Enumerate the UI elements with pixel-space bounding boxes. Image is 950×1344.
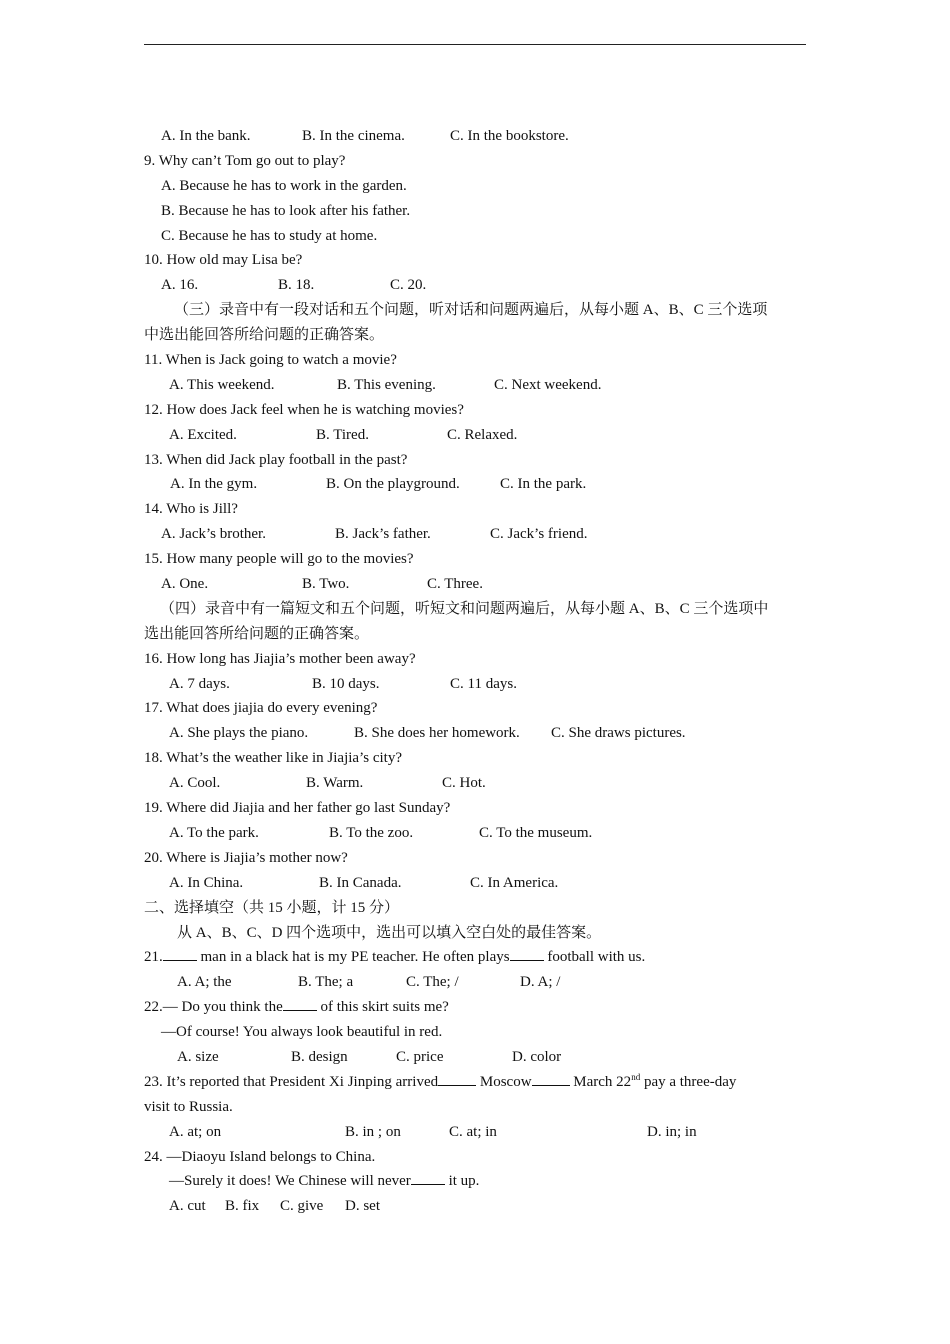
- option-b: B. 18.: [278, 277, 315, 294]
- option-a: A. 16.: [161, 277, 199, 294]
- option-d: D. in; in: [647, 1123, 697, 1140]
- option-a: A. In the gym.: [170, 476, 258, 493]
- question-text: football with us.: [543, 949, 646, 966]
- q20-options: [144, 871, 806, 896]
- q11-options: [144, 373, 806, 398]
- option-d: D. A; /: [520, 974, 561, 991]
- q21-options: [144, 970, 806, 995]
- q14-options: [144, 522, 806, 547]
- question-stem: 20. Where is Jiajia’s mother now?: [144, 849, 348, 866]
- question-stem: 19. Where did Jiajia and her father go last Sunday?: [144, 800, 451, 817]
- question-stem: 14. Who is Jill?: [144, 501, 238, 518]
- question-stem: 13. When did Jack play football in the past?: [144, 451, 408, 468]
- option-a: A. Because he has to work in the garden.: [161, 177, 407, 194]
- question-stem: 24. —Diaoyu Island belongs to China.: [144, 1148, 376, 1165]
- option-a: A. She plays the piano.: [169, 725, 309, 742]
- option-b: B. fix: [225, 1198, 260, 1215]
- question-stem: 10. How old may Lisa be?: [144, 252, 303, 269]
- option-c: C. give: [280, 1198, 324, 1215]
- option-b: B. The; a: [298, 974, 354, 991]
- option-c: C. Relaxed.: [447, 426, 518, 443]
- part-title: 二、选择填空（共 15 小题，计 15 分）: [144, 899, 400, 916]
- q8-options: [144, 124, 806, 149]
- section-instruction: （四）录音中有一篇短文和五个问题，听短文和问题两遍后，从每小题 A、B、C 三个选项中: [160, 600, 769, 617]
- option-c: C. The; /: [406, 974, 459, 991]
- option-c: C. Jack’s friend.: [490, 526, 588, 543]
- option-d: D. set: [345, 1198, 380, 1215]
- question-text: pay a three-day: [640, 1073, 737, 1090]
- option-b: B. In the cinema.: [302, 128, 405, 144]
- option-a: A. Excited.: [169, 426, 237, 443]
- option-c: C. She draws pictures.: [551, 725, 686, 742]
- option-c: C. 11 days.: [450, 675, 517, 692]
- q19-options: [144, 821, 806, 846]
- option-a: A. Jack’s brother.: [161, 526, 266, 543]
- option-b: B. In Canada.: [319, 874, 402, 891]
- question-text: 23. It’s reported that President Xi Jinping arrived: [144, 1073, 439, 1090]
- option-b: B. This evening.: [337, 376, 436, 393]
- section-instruction: 选出能回答所给问题的正确答案。: [144, 625, 370, 642]
- option-b: B. Because he has to look after his father.: [161, 202, 411, 219]
- option-c: C. Next weekend.: [494, 376, 602, 393]
- part-instruction: 从 A、B、C、D 四个选项中，选出可以填入空白处的最佳答案。: [177, 924, 602, 941]
- exam-page: [144, 124, 806, 1219]
- option-a: A. To the park.: [169, 824, 259, 841]
- option-a: A. In China.: [169, 874, 244, 891]
- option-b: B. Tired.: [316, 426, 369, 443]
- question-number: 21.: [144, 949, 163, 966]
- section-instruction: （三）录音中有一段对话和五个问题，听对话和问题两遍后，从每小题 A、B、C 三个选项: [174, 302, 768, 319]
- option-b: B. Jack’s father.: [335, 526, 431, 543]
- option-c: C. Hot.: [442, 775, 486, 792]
- option-d: D. color: [512, 1048, 562, 1065]
- option-c: C. To the museum.: [479, 824, 593, 841]
- q17-options: [144, 721, 806, 746]
- option-a: A. One.: [161, 576, 209, 593]
- answer-blank: [510, 945, 544, 961]
- q15-options: [144, 572, 806, 597]
- dialogue-reply: —Of course! You always look beautiful in red.: [161, 1024, 443, 1041]
- option-c: C. 20.: [390, 277, 427, 294]
- option-b: B. To the zoo.: [329, 824, 414, 841]
- option-c: C. In America.: [470, 874, 559, 891]
- option-b: B. in ; on: [345, 1123, 401, 1140]
- option-a: A. at; on: [169, 1123, 222, 1140]
- question-text: it up.: [444, 1173, 480, 1190]
- question-text: of this skirt suits me?: [316, 999, 449, 1016]
- option-a: A. This weekend.: [169, 376, 275, 393]
- question-stem: 15. How many people will go to the movies?: [144, 551, 414, 568]
- question-stem: 16. How long has Jiajia’s mother been away?: [144, 650, 416, 667]
- option-a: A. 7 days.: [169, 675, 230, 692]
- question-text: March 22: [569, 1073, 632, 1090]
- question-text: visit to Russia.: [144, 1098, 233, 1115]
- question-text: man in a black hat is my PE teacher. He often plays: [196, 949, 510, 966]
- q10-options: [144, 273, 806, 298]
- q18-options: [144, 771, 806, 796]
- question-text: 22.— Do you think the: [144, 999, 283, 1016]
- option-a: A. size: [177, 1048, 219, 1065]
- q22-options: [144, 1045, 806, 1070]
- ordinal-suffix: nd: [631, 1071, 641, 1082]
- q24-reply: [144, 1169, 806, 1194]
- q12-options: [144, 423, 806, 448]
- question-text: Moscow: [476, 1073, 532, 1090]
- q23-stem: [144, 1070, 806, 1095]
- option-b: B. Warm.: [306, 775, 364, 792]
- option-c: C. Because he has to study at home.: [161, 227, 378, 244]
- option-b: B. On the playground.: [326, 476, 460, 493]
- option-a: A. Cool.: [169, 775, 221, 792]
- option-c: C. Three.: [427, 576, 483, 593]
- answer-blank: [532, 1070, 570, 1086]
- answer-blank: [283, 995, 317, 1011]
- q21-stem: [144, 945, 806, 970]
- option-b: B. Two.: [302, 576, 350, 593]
- answer-blank: [163, 945, 197, 961]
- q23-options: [144, 1120, 806, 1145]
- question-stem: 18. What’s the weather like in Jiajia’s city?: [144, 750, 402, 767]
- q16-options: [144, 672, 806, 697]
- question-stem: 17. What does jiajia do every evening?: [144, 700, 378, 717]
- question-text: —Surely it does! We Chinese will never: [169, 1173, 411, 1190]
- section-instruction: 中选出能回答所给问题的正确答案。: [144, 327, 385, 344]
- answer-blank: [411, 1169, 445, 1185]
- option-c: C. In the park.: [500, 476, 587, 493]
- option-b: B. 10 days.: [312, 675, 380, 692]
- q22-stem: [144, 995, 806, 1020]
- option-a: A. A; the: [177, 974, 232, 991]
- q24-options: [144, 1194, 806, 1219]
- option-a: A. In the bank.: [161, 128, 251, 144]
- question-stem: 11. When is Jack going to watch a movie?: [144, 352, 397, 369]
- header-rule: [144, 44, 806, 45]
- option-c: C. price: [396, 1048, 444, 1065]
- option-c: C. In the bookstore.: [450, 128, 569, 144]
- question-stem: 12. How does Jack feel when he is watching movies?: [144, 401, 464, 418]
- option-a: A. cut: [169, 1198, 206, 1215]
- option-b: B. design: [291, 1048, 348, 1065]
- option-b: B. She does her homework.: [354, 725, 520, 742]
- question-stem: 9. Why can’t Tom go out to play?: [144, 152, 346, 169]
- answer-blank: [438, 1070, 476, 1086]
- option-c: C. at; in: [449, 1123, 497, 1140]
- q13-options: [144, 472, 806, 497]
